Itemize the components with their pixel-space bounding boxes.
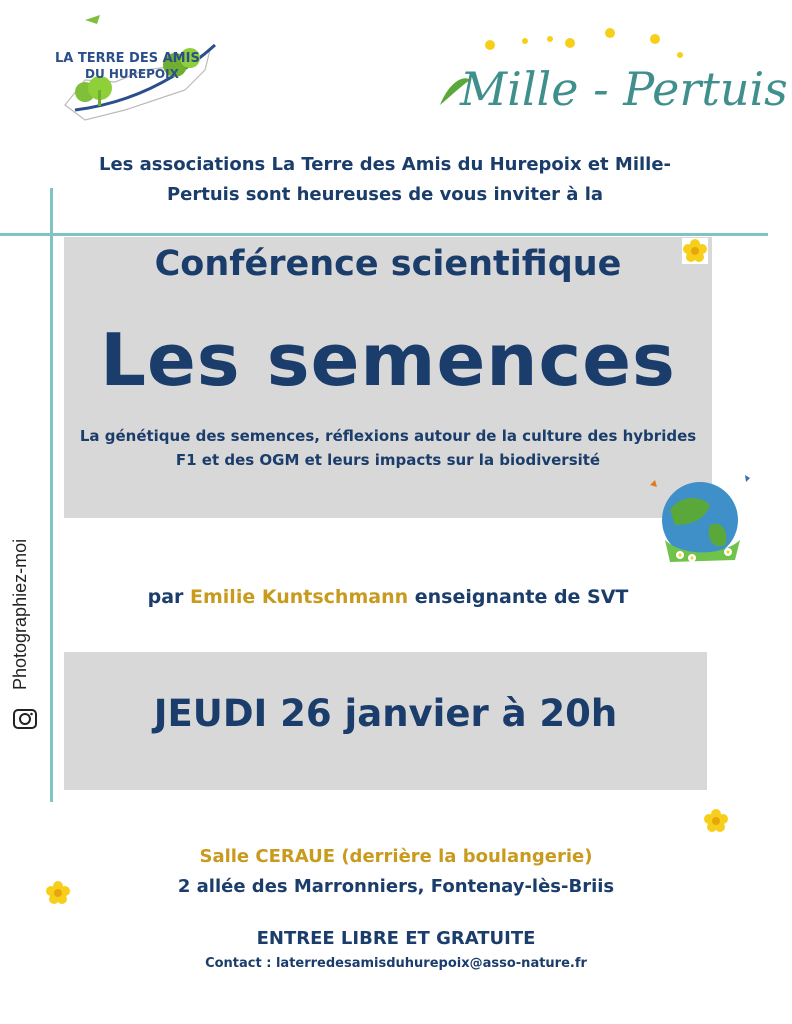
flower-icon (703, 808, 729, 838)
venue-block (0, 842, 792, 902)
globe-illustration (640, 470, 765, 574)
svg-text:DU HUREPOIX: DU HUREPOIX (85, 67, 179, 81)
subtitle-line-2: F1 et des OGM et leurs impacts sur la biodiversité (175, 451, 601, 469)
entry-info: ENTREE LIBRE ET GRATUITE (256, 928, 536, 949)
camera-icon (12, 706, 38, 736)
invitation-intro (55, 150, 715, 210)
speaker-line (64, 586, 712, 608)
speaker-role: enseignante de SVT (414, 586, 629, 608)
speaker-prefix: par (147, 586, 184, 608)
photo-credit (8, 530, 42, 740)
contact-email[interactable]: Contact : laterredesamisduhurepoix@asso-nature.fr (205, 956, 587, 971)
subtitle-line-1: La génétique des semences, réflexions autour de la culture des hybrides (79, 427, 697, 445)
conference-kind: Conférence scientifique (154, 244, 622, 284)
mille-pertuis-logo (430, 25, 788, 125)
accent-horizontal-rule (0, 233, 768, 236)
event-date: JEUDI 26 janvier à 20h (153, 692, 618, 735)
conference-subtitle (64, 424, 712, 472)
conference-title: Les semences (100, 318, 676, 402)
svg-text:LA TERRE DES AMIS: LA TERRE DES AMIS (55, 51, 200, 66)
venue-name: Salle CERAUE (derrière la boulangerie) (199, 846, 593, 867)
terre-des-amis-logo (45, 10, 225, 130)
svg-text:Mille - Pertuis: Mille - Pertuis (460, 62, 788, 116)
venue-address: 2 allée des Marronniers, Fontenay-lès-Briis (177, 876, 615, 897)
flower-icon (682, 238, 708, 268)
intro-line-2: Pertuis sont heureuses de vous inviter à la (166, 184, 604, 205)
photo-credit-text: Photographiez-moi (10, 538, 30, 690)
speaker-name: Emilie Kuntschmann (190, 586, 409, 608)
accent-vertical-rule (50, 188, 53, 802)
intro-line-1: Les associations La Terre des Amis du Hurepoix et Mille- (98, 154, 672, 175)
